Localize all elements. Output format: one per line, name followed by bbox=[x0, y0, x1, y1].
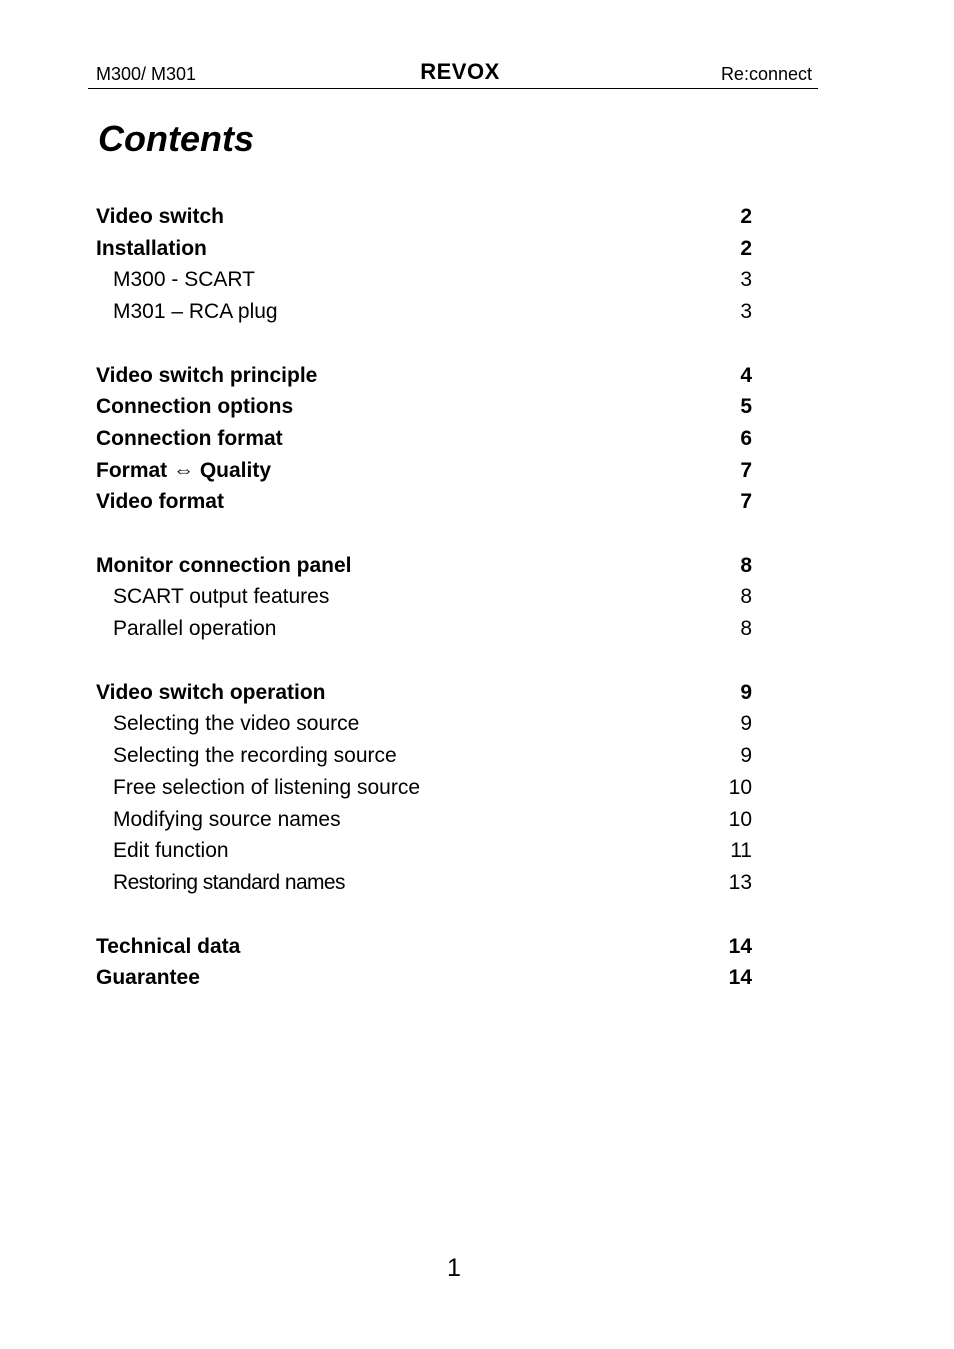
toc-label: Technical data bbox=[96, 935, 241, 958]
page-number: 1 bbox=[447, 1254, 461, 1282]
toc-page: 9 bbox=[740, 712, 752, 735]
toc-page: 8 bbox=[740, 554, 752, 577]
header-series: Re:connect bbox=[720, 64, 812, 84]
toc-label: Free selection of listening source bbox=[113, 776, 420, 799]
toc-page: 14 bbox=[728, 966, 752, 989]
toc-entry-guarantee[interactable] bbox=[96, 964, 752, 992]
header-model: M300/ M301 bbox=[96, 64, 197, 84]
toc-entry-installation[interactable] bbox=[96, 235, 752, 263]
toc-label: SCART output features bbox=[113, 585, 330, 608]
toc-entry-video-switch-operation[interactable] bbox=[96, 679, 752, 707]
toc-page: 4 bbox=[740, 364, 752, 387]
toc-label: Connection options bbox=[96, 395, 294, 418]
toc-entry-free-selection-listening-source[interactable] bbox=[96, 774, 752, 802]
toc-page: 3 bbox=[740, 300, 752, 323]
toc-page: 13 bbox=[728, 871, 752, 894]
toc-entry-video-switch-principle[interactable] bbox=[96, 362, 752, 390]
toc-entry-m300-scart[interactable] bbox=[96, 266, 752, 294]
toc-page: 8 bbox=[740, 585, 752, 608]
toc-entry-m301-rca-plug[interactable] bbox=[96, 298, 752, 326]
toc-entry-scart-output-features[interactable] bbox=[96, 583, 752, 611]
toc-entry-connection-format[interactable] bbox=[96, 425, 752, 453]
toc-label: Video switch operation bbox=[96, 681, 326, 704]
toc-label: Modifying source names bbox=[113, 808, 341, 831]
toc-label: Restoring standard names bbox=[113, 871, 345, 894]
toc-entry-selecting-recording-source[interactable] bbox=[96, 742, 752, 770]
toc-entry-edit-function[interactable] bbox=[96, 837, 752, 865]
toc-label: M301 – RCA plug bbox=[113, 300, 278, 323]
toc-page: 2 bbox=[740, 205, 752, 228]
toc-entry-selecting-video-source[interactable] bbox=[96, 710, 752, 738]
toc-label: Edit function bbox=[113, 839, 229, 862]
svg-text:REVOX: REVOX bbox=[420, 59, 500, 84]
toc-entry-video-switch[interactable] bbox=[96, 203, 752, 231]
toc-page: 3 bbox=[740, 268, 752, 291]
toc-entry-restoring-standard-names[interactable] bbox=[96, 869, 752, 897]
toc-label: Guarantee bbox=[96, 966, 200, 989]
toc-label: Parallel operation bbox=[113, 617, 277, 640]
toc-label: Connection format bbox=[96, 427, 283, 450]
toc-page: 9 bbox=[740, 744, 752, 767]
toc-page: 6 bbox=[740, 427, 752, 450]
toc-page: 5 bbox=[740, 395, 752, 418]
toc-page: 9 bbox=[740, 681, 752, 704]
toc-label: Installation bbox=[96, 237, 207, 260]
toc-entry-monitor-connection-panel[interactable] bbox=[96, 552, 752, 580]
toc-entry-technical-data[interactable] bbox=[96, 933, 752, 961]
toc-label: Video format bbox=[96, 490, 224, 513]
toc-label: Selecting the video source bbox=[113, 712, 360, 735]
toc-label: Video switch principle bbox=[96, 364, 318, 387]
toc-page: 14 bbox=[728, 935, 752, 958]
toc-page: 11 bbox=[730, 839, 752, 862]
toc-entry-parallel-operation[interactable] bbox=[96, 615, 752, 643]
toc-entry-modifying-source-names[interactable] bbox=[96, 806, 752, 834]
toc-label: Video switch bbox=[96, 205, 224, 228]
toc-page: 8 bbox=[740, 617, 752, 640]
toc-page: 2 bbox=[740, 237, 752, 260]
toc-entry-video-format[interactable] bbox=[96, 488, 752, 516]
toc-entry-connection-options[interactable] bbox=[96, 393, 752, 421]
toc-label: M300 - SCART bbox=[113, 268, 255, 291]
toc-label: Monitor connection panel bbox=[96, 554, 352, 577]
toc-page: 10 bbox=[728, 776, 752, 799]
toc-label: Format ⇔ Quality bbox=[96, 459, 272, 482]
toc-page: 7 bbox=[740, 459, 752, 482]
toc-page: 7 bbox=[740, 490, 752, 513]
toc-page: 10 bbox=[728, 808, 752, 831]
toc-label: Selecting the recording source bbox=[113, 744, 397, 767]
page-title: Contents bbox=[98, 118, 254, 159]
toc-entry-format-quality[interactable] bbox=[96, 457, 752, 485]
